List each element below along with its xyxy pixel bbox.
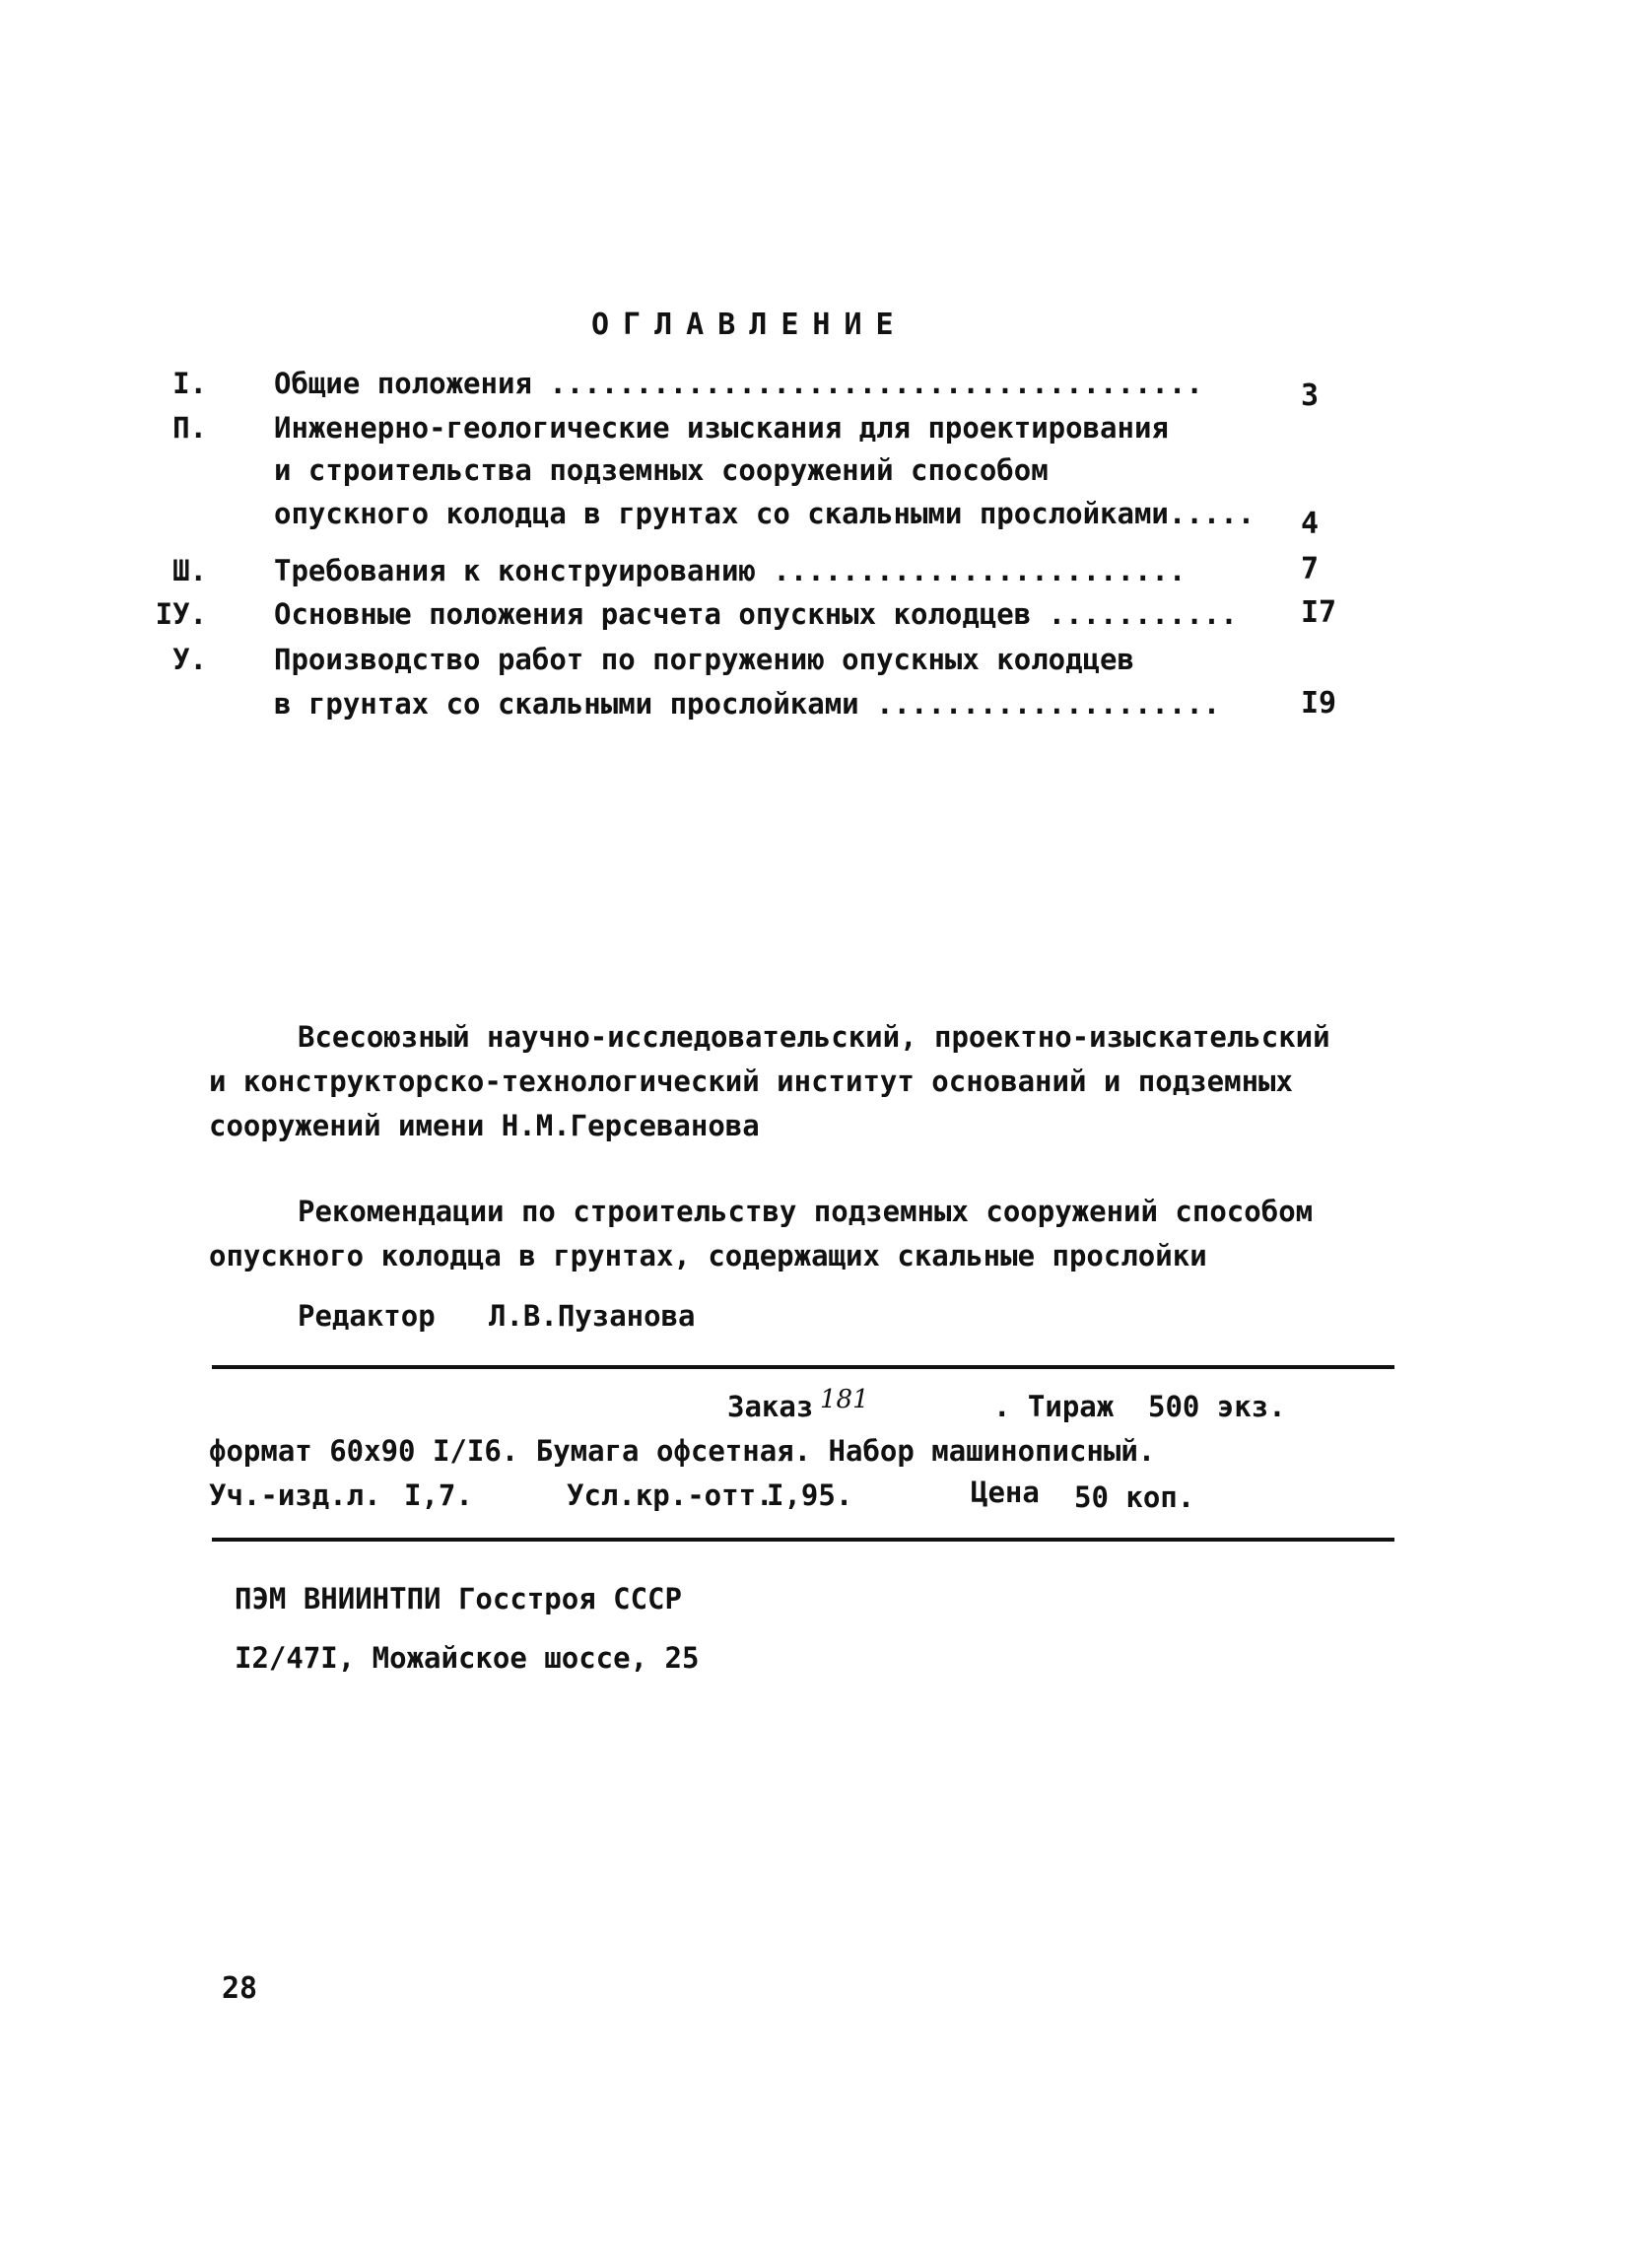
- imprint-bottom-rule: [212, 1538, 1394, 1542]
- toc-item-1-number: I.: [172, 367, 207, 400]
- toc-item-4-number: IУ.: [155, 597, 207, 631]
- page-number: 28: [222, 1971, 258, 2006]
- toc-item-4-text: Основные положения расчета опускных колодцев ...........: [274, 597, 1238, 631]
- imprint-top-rule: [212, 1365, 1394, 1369]
- toc-item-2-page: 4: [1301, 507, 1320, 541]
- publisher-line-2: I2/47I, Можайское шоссе, 25: [235, 1641, 700, 1675]
- toc-item-4-page: I7: [1301, 595, 1337, 630]
- recommendations-line-1: Рекомендации по строительству подземных сооружений способом: [298, 1195, 1314, 1228]
- uch-label: Уч.-изд.л.: [209, 1478, 381, 1512]
- price-value: 50 коп.: [1074, 1480, 1195, 1514]
- circulation-label: . Тираж: [993, 1390, 1115, 1423]
- toc-item-2-text-line-2: и строительства подземных сооружений способом: [274, 453, 1049, 487]
- publisher-line-1: ПЭМ ВНИИНТПИ Госстроя СССР: [235, 1582, 682, 1615]
- toc-item-5-text-line-2: в грунтах со скальными прослойками ....................: [274, 687, 1221, 721]
- toc-item-3-text: Требования к конструированию ........................: [274, 554, 1187, 587]
- toc-item-5-page: I9: [1301, 686, 1337, 721]
- recommendations-line-2: опускного колодца в грунтах, содержащих скальные прослойки: [209, 1239, 1207, 1272]
- uch-value: I,7.: [404, 1478, 473, 1512]
- toc-item-3-page: 7: [1301, 552, 1320, 586]
- editor-label: Редактор: [298, 1299, 436, 1333]
- toc-item-2-number: П.: [172, 411, 207, 445]
- usl-label: Усл.кр.-отт.: [567, 1478, 774, 1512]
- toc-item-1-text: Общие положения ......................................: [274, 367, 1203, 400]
- format-line: формат 60х90 I/I6. Бумага офсетная. Набор машинописный.: [209, 1434, 1156, 1468]
- order-number: 181: [820, 1385, 869, 1414]
- toc-title: ОГЛАВЛЕНИЕ: [591, 308, 908, 342]
- institute-line-2: и конструкторско-технологический институт оснований и подземных: [209, 1065, 1293, 1098]
- toc-item-5-text-line-1: Производство работ по погружению опускных колодцев: [274, 643, 1134, 676]
- editor-name: Л.В.Пузанова: [489, 1299, 696, 1333]
- order-label: Заказ: [727, 1390, 814, 1423]
- toc-item-2-text-line-3: опускного колодца в грунтах со скальными прослойками.....: [274, 497, 1256, 530]
- toc-item-5-number: У.: [172, 643, 207, 676]
- usl-value: I,95.: [767, 1478, 853, 1512]
- circulation-value: 500 экз.: [1148, 1390, 1286, 1423]
- institute-line-1: Всесоюзный научно-исследовательский, проектно-изыскательский: [298, 1020, 1330, 1054]
- toc-item-3-number: Ш.: [172, 554, 207, 587]
- toc-item-1-page: 3: [1301, 378, 1320, 413]
- institute-line-3: сооружений имени Н.М.Герсеванова: [209, 1109, 760, 1142]
- price-label: Цена: [971, 1476, 1040, 1509]
- toc-item-2-text-line-1: Инженерно-геологические изыскания для проектирования: [274, 411, 1169, 445]
